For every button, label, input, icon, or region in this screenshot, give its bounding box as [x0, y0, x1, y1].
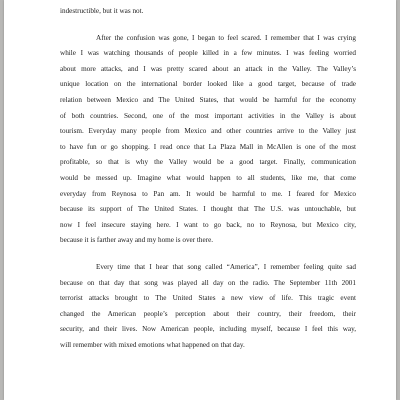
text-line: After the confusion was gone, I began to feel scared. I remember that I was crying: [96, 33, 356, 42]
text-line: because it is farther away and my home is over there.: [60, 236, 214, 245]
text-line: changed the American people’s perception about their country, their freedom, their: [60, 309, 356, 318]
text-line: about more attacks, and I was pretty scared about an attack in the Valley. The Valley’s: [60, 64, 356, 73]
text-line: to have fun or go shopping. I read once that La Plaza Mall in McAllen is one of the most: [60, 142, 356, 151]
text-line: tourism. Everyday many people from Mexico and other countries arrive to the Valley just: [60, 127, 356, 136]
text-line: relation between Mexico and The United States, that would be harmful for the economy: [60, 95, 356, 104]
text-line: indestructible, but it was not.: [60, 7, 144, 15]
text-line: profitable, so that is why the Valley would be a good target. Finally, communication: [60, 158, 356, 167]
text-line: everyday from Reynosa to Pan am. It would be harmful to me. I feared for Mexico: [60, 189, 356, 198]
text-line: of both countries. Second, one of the most important activities in the Valley is about: [60, 111, 356, 120]
text-line: unique location on the international border looked like a good target, because of trade: [60, 80, 356, 89]
text-line: terrorist attacks brought to The United States a new view of life. This tragic event: [60, 294, 356, 303]
text-line: because on that day that song was played all day on the radio. The September 11th 2001: [60, 278, 356, 287]
text-line: while I was watching thousands of people killed in a few minutes. I was feeling worried: [60, 49, 356, 58]
text-line: Every time that I hear that song called “America”, I remember feeling quite sad: [96, 262, 356, 271]
document-page: [4, 0, 396, 400]
paragraph-gap: [60, 249, 356, 260]
text-line: would be messed up. Imagine what would happen to all students, like me, that come: [60, 173, 356, 182]
paragraph-gap: [60, 20, 356, 31]
text-line: security, and their lives. Now American people, including myself, because I feel this way,: [60, 325, 356, 334]
text-line: now I feel insecure staying here. I want to go back, no to Reynosa, but Mexico city,: [60, 220, 356, 229]
text-line: because its support of The United States. I thought that The U.S. was untouchable, but: [60, 205, 356, 214]
document-body: [60, 4, 356, 353]
text-line: will remember with mixed emotions what happened on that day.: [60, 340, 245, 349]
